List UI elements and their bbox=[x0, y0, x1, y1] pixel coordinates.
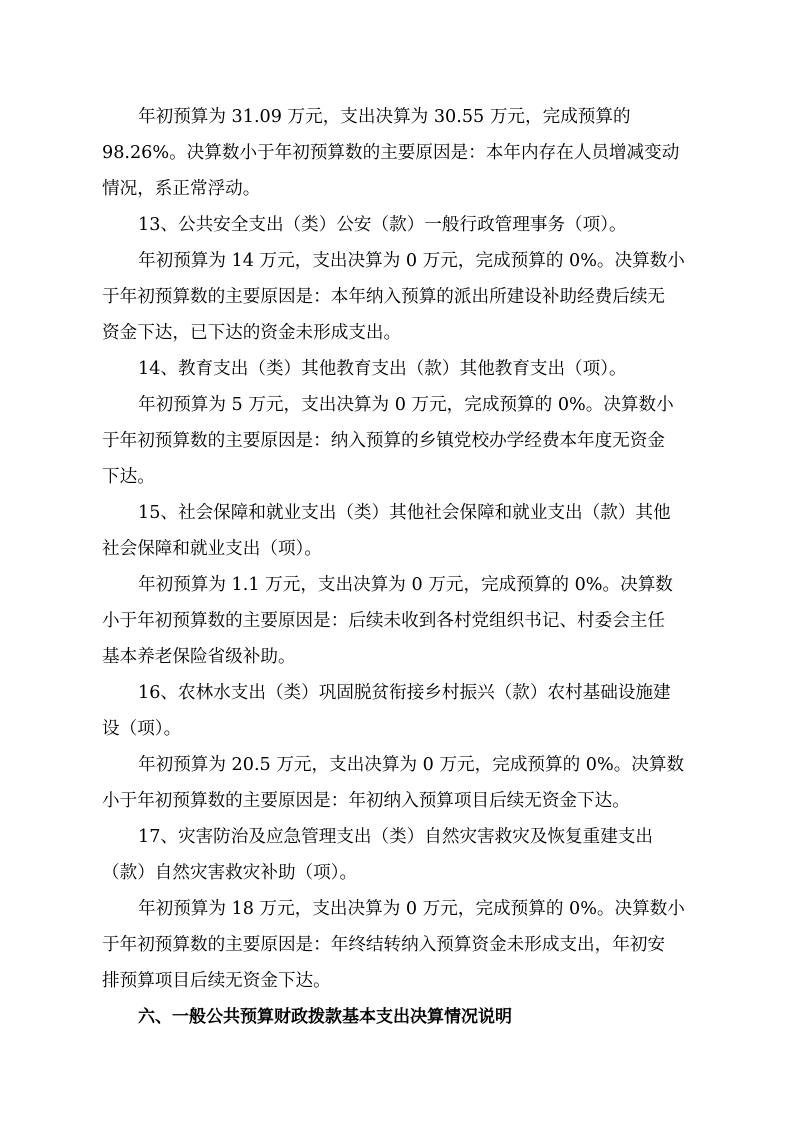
item-heading-14: 14、教育支出（类）其他教育支出（款）其他教育支出（项）。 bbox=[138, 359, 627, 379]
document-body bbox=[102, 99, 698, 1035]
paragraph-budget-note-17: 年初预算为 18 万元，支出决算为 0 万元，完成预算的 0%。决算数小 于年初预算数的主要原因是：年终结转纳入预算资金未形成支出，年初安 排预算项目后续无资金下达。 bbox=[102, 899, 685, 991]
paragraph-budget-note-12: 年初预算为 31.09 万元，支出决算为 30.55 万元，完成预算的 98.26%。决算数小于年初预算数的主要原因是：本年内存在人员增减变动 情况，系正常浮动。 bbox=[102, 107, 680, 199]
item-heading-16: 16、农林水支出（类）巩固脱贫衔接乡村振兴（款）农村基础设施建 设（项）。 bbox=[102, 683, 671, 739]
item-heading-17: 17、灾害防治及应急管理支出（类）自然灾害救灾及恢复重建支出 （款）自然灾害救灾补助（项）。 bbox=[102, 827, 654, 883]
paragraph-budget-note-16: 年初预算为 20.5 万元，支出决算为 0 万元，完成预算的 0%。决算数 小于年初预算数的主要原因是：年初纳入预算项目后续无资金下达。 bbox=[102, 755, 685, 811]
paragraph-budget-note-13: 年初预算为 14 万元，支出决算为 0 万元，完成预算的 0%。决算数小 于年初预算数的主要原因是：本年纳入预算的派出所建设补助经费后续无 资金下达，已下达的资金未形成支出。 bbox=[102, 251, 685, 343]
item-heading-13: 13、公共安全支出（类）公安（款）一般行政管理事务（项）。 bbox=[138, 215, 627, 235]
item-heading-15: 15、社会保障和就业支出（类）其他社会保障和就业支出（款）其他 社会保障和就业支出（项）。 bbox=[102, 503, 671, 559]
paragraph-budget-note-14: 年初预算为 5 万元，支出决算为 0 万元，完成预算的 0%。决算数小 于年初预算数的主要原因是：纳入预算的乡镇党校办学经费本年度无资金 下达。 bbox=[102, 395, 674, 487]
section-heading: 六、一般公共预算财政拨款基本支出决算情况说明 bbox=[138, 1007, 512, 1027]
paragraph-budget-note-15: 年初预算为 1.1 万元，支出决算为 0 万元，完成预算的 0%。决算数 小于年初预算数的主要原因是：后续未收到各村党组织书记、村委会主任 基本养老保险省级补助。 bbox=[102, 575, 673, 667]
